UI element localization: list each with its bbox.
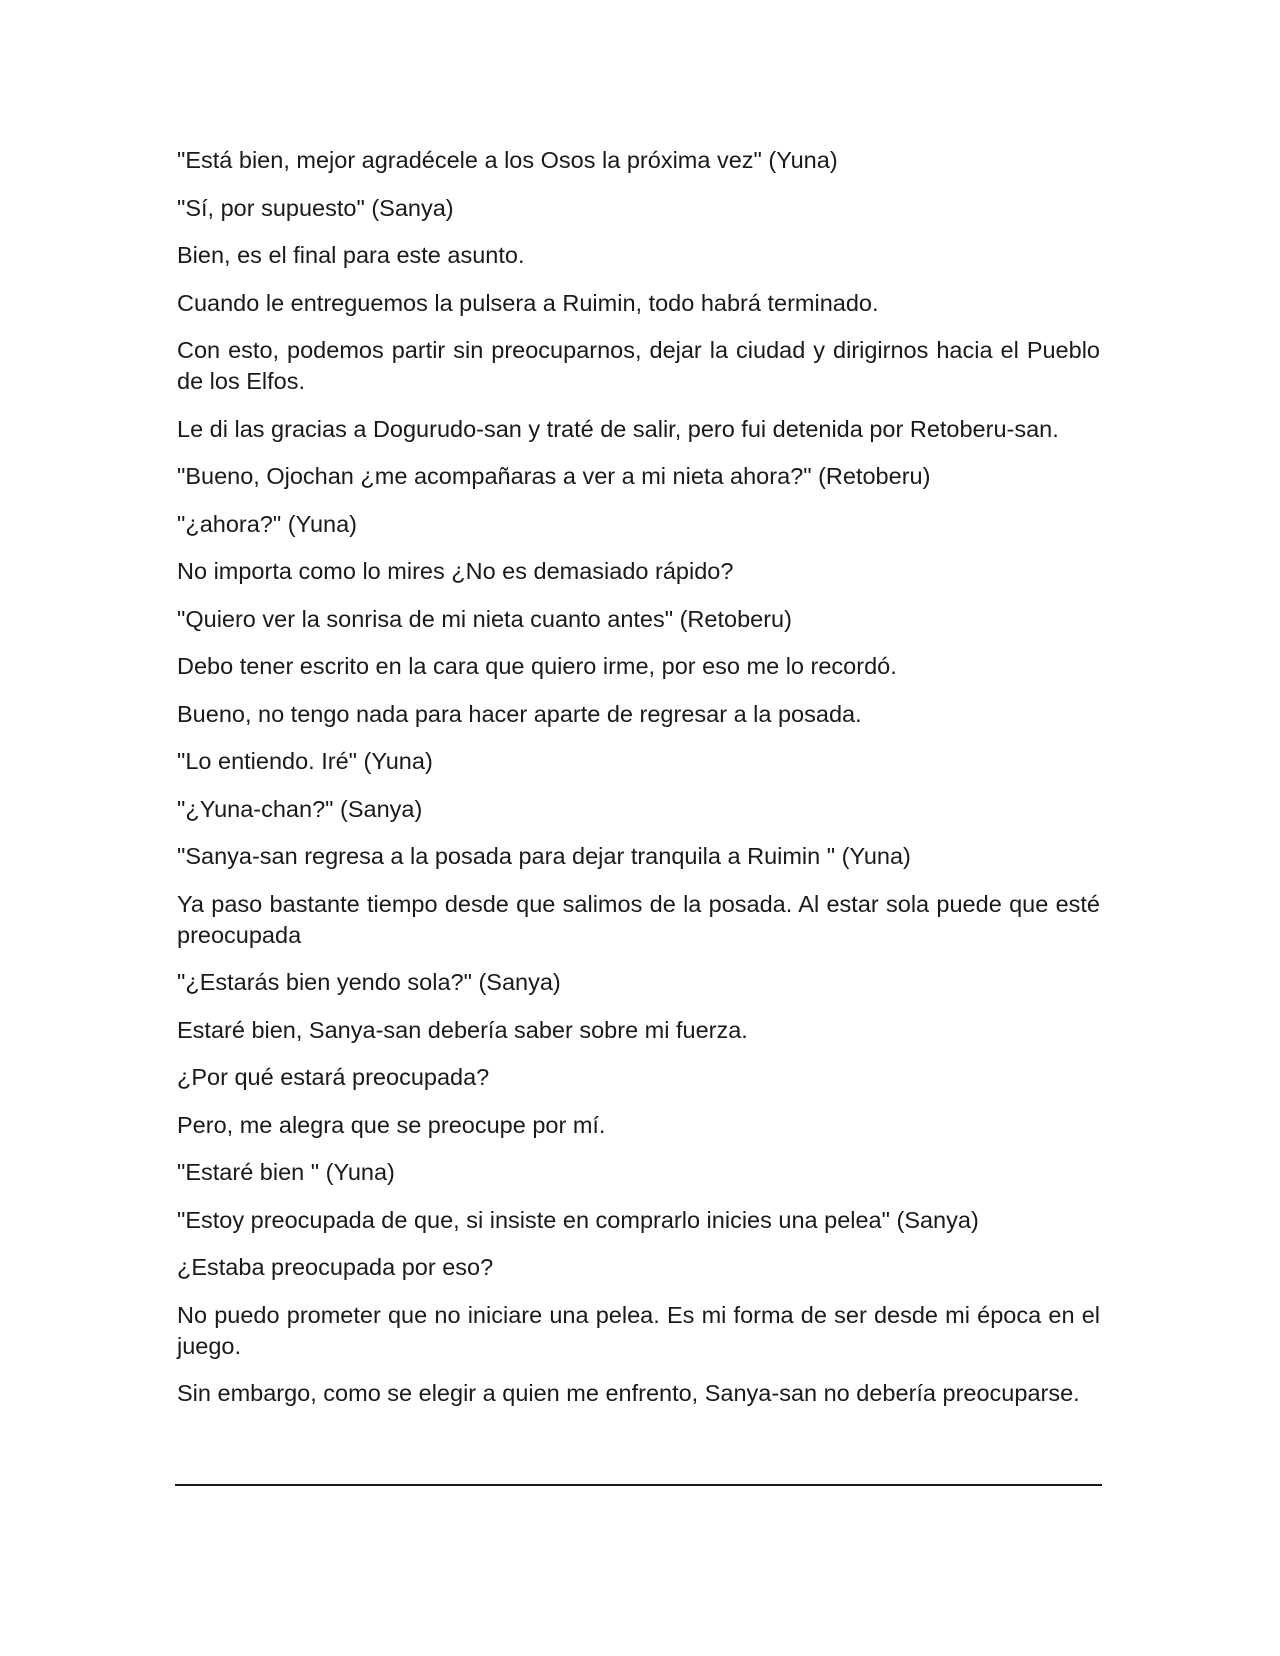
paragraph: "Sí, por supuesto" (Sanya) — [177, 194, 454, 221]
paragraph: No puedo prometer que no iniciare una pelea. Es mi forma de ser desde mi época en el juego. — [177, 1301, 1100, 1359]
paragraph: "Bueno, Ojochan ¿me acompañaras a ver a mi nieta ahora?" (Retoberu) — [177, 463, 931, 489]
paragraph: ¿Por qué estará preocupada? — [177, 1064, 490, 1090]
paragraph: "¿Yuna-chan?" (Sanya) — [177, 795, 423, 822]
paragraph: Cuando le entreguemos la pulsera a Ruimin, todo habrá terminado. — [177, 289, 879, 316]
paragraph: Sin embargo, como se elegir a quien me enfrento, Sanya-san no debería preocuparse. — [177, 1380, 1080, 1406]
paragraph: Ya paso bastante tiempo desde que salimos de la posada. Al estar sola puede que esté preocupada — [177, 890, 1100, 948]
paragraph: Bien, es el final para este asunto. — [177, 242, 525, 268]
paragraph: No importa como lo mires ¿No es demasiado rápido? — [177, 558, 734, 584]
document-body — [177, 145, 1100, 1426]
paragraph: "¿Estarás bien yendo sola?" (Sanya) — [177, 969, 561, 995]
bottom-rule-divider — [175, 1484, 1102, 1486]
paragraph: Pero, me alegra que se preocupe por mí. — [177, 1111, 606, 1138]
paragraph: Con esto, podemos partir sin preocuparnos, dejar la ciudad y dirigirnos hacia el Pueblo de los Elfos. — [177, 337, 1100, 394]
paragraph: "Lo entiendo. Iré" (Yuna) — [177, 748, 433, 774]
paragraph: "Sanya-san regresa a la posada para dejar tranquila a Ruimin " (Yuna) — [177, 843, 911, 869]
paragraph: "Estaré bien " (Yuna) — [177, 1159, 395, 1185]
paragraph: "¿ahora?" (Yuna) — [177, 510, 357, 537]
paragraph: Estaré bien, Sanya-san debería saber sobre mi fuerza. — [177, 1016, 748, 1043]
paragraph: "Estoy preocupada de que, si insiste en comprarlo inicies una pelea" (Sanya) — [177, 1206, 979, 1233]
paragraph: Bueno, no tengo nada para hacer aparte de regresar a la posada. — [177, 700, 862, 727]
paragraph: "Quiero ver la sonrisa de mi nieta cuanto antes" (Retoberu) — [177, 605, 792, 632]
paragraph: "Está bien, mejor agradécele a los Osos la próxima vez" (Yuna) — [177, 147, 838, 173]
paragraph: Debo tener escrito en la cara que quiero irme, por eso me lo recordó. — [177, 653, 897, 679]
paragraph: ¿Estaba preocupada por eso? — [177, 1254, 494, 1280]
paragraph: Le di las gracias a Dogurudo-san y traté de salir, pero fui detenida por Retoberu-san. — [177, 415, 1059, 442]
